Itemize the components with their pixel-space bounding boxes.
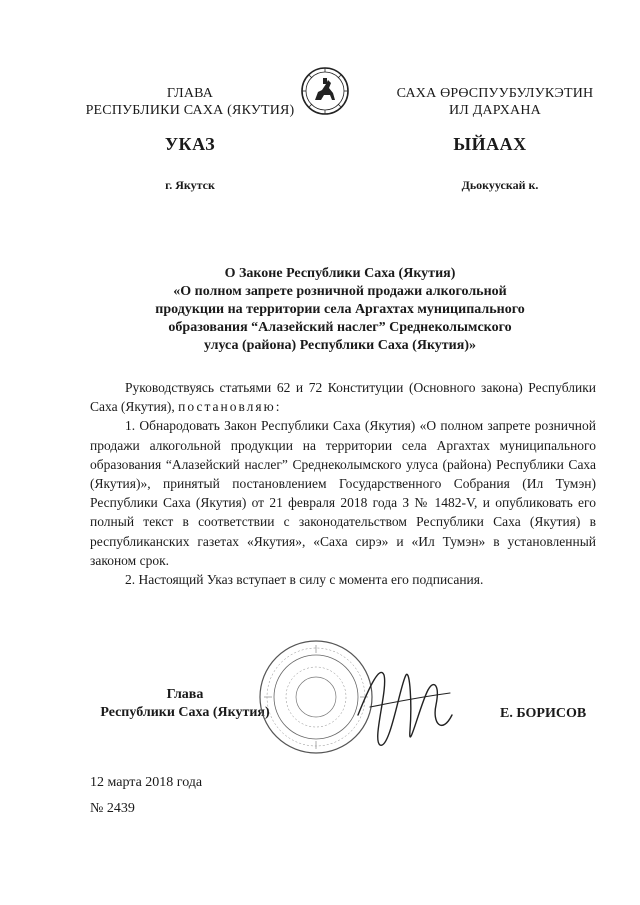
body-item-1: 1. Обнародовать Закон Республики Саха (Якутия) «О полном запрете розничной продажи алкогольной продукции на территории села Аргахтах муниципального образования “Алазейский наслег” Среднеколымского улуса (района) Республики Саха (Якутия)», принятый постановлением Государственного Собрания (Ил Тумэн) Республики Саха (Якутия) от 21 февраля 2018 года З № 1482-V, и опубликовать его полный текст в соответствии с законодательством Республики Саха (Якутия) в республиканских газетах «Якутия», «Саха сирэ» и «Ил Тумэн» в установленный законом срок. bbox=[90, 418, 596, 568]
document-title bbox=[120, 265, 560, 355]
title-line: улуса (района) Республики Саха (Якутия)» bbox=[203, 338, 476, 353]
city-sakha: Дьокуускай к. bbox=[461, 178, 539, 192]
header-right-line1: САХА ӨРӨСПУУБУЛУКЭТИН bbox=[396, 86, 594, 101]
header-left bbox=[80, 85, 300, 119]
decree-label-sakha: ЫЙААХ bbox=[453, 134, 527, 154]
signatory-title-line1: Глава bbox=[166, 687, 204, 702]
title-line: О Законе Республики Саха (Якутия) bbox=[224, 266, 456, 281]
coat-of-arms-icon bbox=[300, 66, 350, 116]
title-line: образования “Алазейский наслег” Среднеколымского bbox=[168, 320, 512, 335]
header-left-line2: РЕСПУБЛИКИ САХА (ЯКУТИЯ) bbox=[85, 103, 295, 118]
city-ru: г. Якутск bbox=[165, 178, 215, 192]
signatory-title bbox=[90, 686, 280, 722]
decree-date: 12 марта 2018 года bbox=[90, 775, 203, 790]
decree-label-ru: УКАЗ bbox=[164, 134, 216, 154]
body-intro bbox=[90, 378, 596, 416]
header-right bbox=[380, 85, 610, 119]
signatory-name: Е. БОРИСОВ bbox=[500, 706, 587, 721]
postanovlyayu: постановляю: bbox=[178, 399, 282, 415]
body-item-2: 2. Настоящий Указ вступает в силу с момента его подписания. bbox=[125, 572, 484, 588]
decree-number: № 2439 bbox=[90, 801, 135, 816]
handwritten-signature bbox=[350, 645, 460, 765]
header-left-line1: ГЛАВА bbox=[166, 86, 214, 101]
title-line: «О полном запрете розничной продажи алкогольной bbox=[173, 284, 507, 299]
header-right-line2: ИЛ ДАРХАНА bbox=[448, 103, 541, 118]
title-line: продукции на территории села Аргахтах муниципального bbox=[155, 302, 525, 317]
document-body bbox=[90, 378, 596, 589]
signatory-title-line2: Республики Саха (Якутия) bbox=[100, 705, 270, 720]
intro-text: Руководствуясь статьями 62 и 72 Конституции (Основного закона) Республики Саха (Якутия), bbox=[90, 380, 596, 415]
